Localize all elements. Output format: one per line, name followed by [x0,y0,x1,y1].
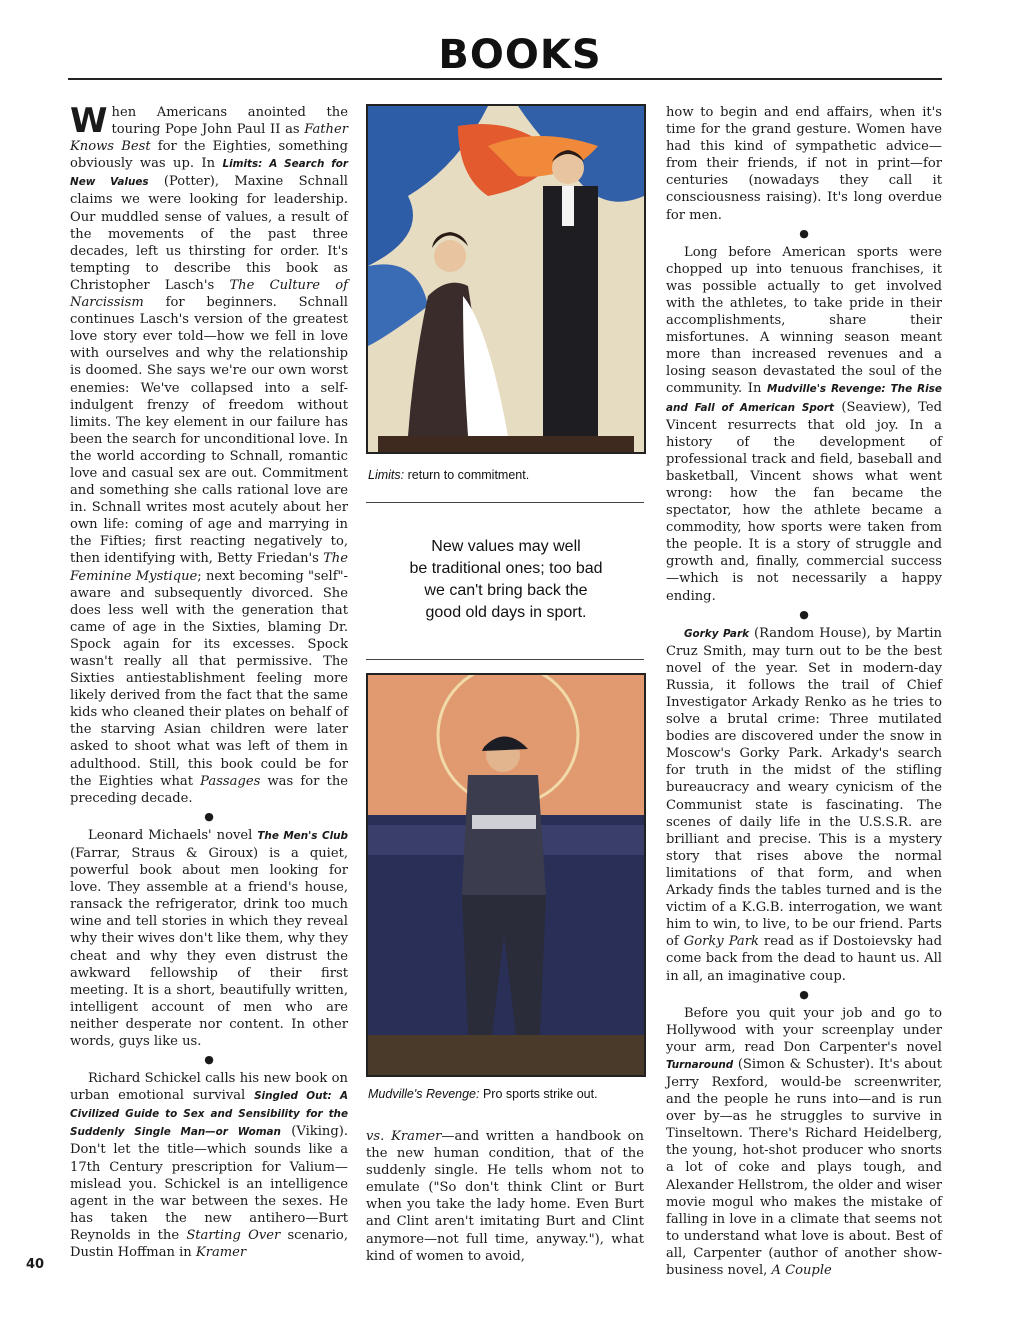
text-run: (Potter), Maxine Schnall claims we were looking for leadership. Our muddled sense of values, a result of the movements of the past three decades, left us thirsting for order. It's tempting to describe this book as Christopher Lasch's [70,174,348,293]
right-column [666,104,942,1279]
book-title-turnaround: Turnaround [666,1058,734,1071]
text-run: (Farrar, Straus & Giroux) is a quiet, powerful book about men looking for love. They assemble at a friend's house, ransack the refrigerator, drink too much wine and tell stories in which they reveal why their wives don't like them, why they cheat and why they even distrust the awkward fellowship of their first meeting. It is a short, beautifully written, intelligent account of men who are neither desperate nor content. In other words, guys like us. [70,845,348,1049]
pullquote-line: we can't bring back the [424,582,588,599]
title-feminine-mystique: The Feminine Mystique [70,551,348,584]
book-title-mens-club: The Men's Club [257,829,348,842]
paragraph-singled-out [70,1070,348,1261]
middle-column [366,1128,644,1265]
section-title: BOOKS [438,32,602,78]
pullquote-line: good old days in sport. [425,604,587,621]
pullquote-rule-bottom [366,659,644,660]
illustration-limits [366,104,646,454]
header-rule [68,78,942,80]
caption-text: return to commitment. [407,468,530,482]
page-number: 40 [26,1257,45,1272]
text-run: scenario, Dustin Hoffman in [70,1227,348,1260]
title-passages: Passages [200,773,261,789]
separator-dot: ● [799,987,809,1001]
pullquote-rule-top [366,502,644,503]
baseball-player-illustration [368,675,644,1075]
pullquote-line: New values may well [431,538,581,555]
drop-cap: W [70,101,108,141]
title-father-knows-best: Father Knows Best [70,122,348,155]
text-run: —and written a handbook on the new human condition, that of the suddenly single. He tells whom not to emulate ("So don't think Clint or Burt when you take the lady home. Even Burt and Clint aren't imitating Burt and Clint anymore—not full time, anyway."), what kind of women to avoid, [366,1129,644,1264]
paragraph-singled-out-continued [366,1128,644,1265]
text-run: Leonard Michaels' novel [88,827,258,843]
text-run: (Random House), by Martin Cruz Smith, may turn out to be the best novel of the year. Set in modern-day Russia, it follows the trail of Chief Investigator Arkady Renko as he tries to solve a brutal crime: Three mutilated bodies are discovered under the snow in Moscow's Gorky Park. Arkady's search for truth in the midst of the stifling bureaucracy and weary cynicism of the Communist state is fascinating. The scenes of daily life in the U.S.S.R. are brilliant and precise. This is a mystery story that rises above the normal limitations of that form, and when Arkady finds the tables turned and is the victim of a K.G.B. interrogation, we want him to win, to live, to be our friend. Parts of [666,625,942,950]
text-run: for the Eighties, something obviously was up. In [70,139,348,172]
title-gorky-park: Gorky Park [683,934,759,950]
paragraph-gorky-park [666,625,942,985]
text-run: for beginners. Schnall continues Lasch's version of the greatest love story ever told—how we fell in love with ourselves and why the relationship is doomed. She says we're our own worst enemies: We've collapsed into a self-indulgent frenzy of freedom without limits. The key element in our failure has been the search for unconditional love. In the world according to Schnall, romantic love and casual sex are out. Commitment and something she calls rational love are in. Schnall writes most acutely about her own life: coming of age and marrying in the Fifties; first reacting negatively to, then identifying with, Betty Friedan's [70,295,348,567]
separator-dot: ● [799,226,809,240]
text-run: Long before American sports were chopped up into tenuous franchises, it was possible actually to get involved with the athletes, to take pride in their accomplishments, share their misfortunes. A winning season meant more than increased revenues and a losing season devastated the soul of the community. In [666,244,942,397]
separator-dot: ● [204,1053,214,1067]
caption-text: Pro sports strike out. [482,1087,598,1101]
paragraph-limits [70,101,348,807]
title-culture-of-narcissism: The Culture of Narcissism [70,277,348,311]
book-title-mudville: Mudville's Revenge: The Rise and Fall of American Sport [666,383,942,414]
caption-limits [368,468,529,482]
left-column [70,101,348,1261]
text-run: (Simon & Schuster). It's about Jerry Rexford, would-be screenwriter, and the people he runs into—and is run over by—as he struggles to survive in Tinseltown. There's Richard Heidelberg, the young, hot-shot producer who snorts a lot of coke and plays tough, and Alexander Hellstrom, the older and wiser movie mogul who makes the mistake of falling in love in a climate that seems not to understand what love is about. Best of all, Carpenter (author of another show-business novel, [666,1056,942,1278]
title-starting-over: Starting Over [186,1227,281,1243]
text-run: read as if Dostoievsky had come back from the dead to haunt us. All in all, an imaginative coup. [666,934,942,984]
separator-dot: ● [204,809,214,823]
caption-mudville [368,1087,598,1101]
text-run: Before you quit your job and go to Hollywood with your screenplay under your arm, read Don Carpenter's novel [666,1005,942,1055]
paragraph-mens-club [70,827,348,1050]
illustration-mudville [366,673,646,1077]
couple-illustration [368,106,644,452]
book-title-limits: Limits: A Search for New Values [70,158,348,189]
title-kramer-vs-kramer: vs. Kramer [366,1129,442,1144]
paragraph-mudville [666,244,942,605]
text-run: was for the preceding decade. [70,773,348,806]
caption-title: Limits: [368,468,405,482]
separator-dot: ● [799,607,809,621]
title-kramer: Kramer [195,1245,247,1260]
text-run: (Seaview), Ted Vincent resurrects that old joy. In a history of the development of professional track and field, baseball and basketball, Vincent shows what went wrong: how the fan became the spectator, how the athlete became a commodity, how sports were taken from the people. It is a story of struggle and growth and, finally, commercial success—which is not necessarily a happy ending. [666,399,942,604]
title-a-couple: A Couple [771,1263,832,1278]
text-run: ; next becoming "self"-aware and subsequently divorced. She does less well with the generation that came of age in the Sixties, blaming Dr. Spock again for its excesses. Spock wasn't really all that permissive. The Sixties antiestablishment feeling more likely derived from the fact that the same kids who cleaned their plates on behalf of the starving Asian children were later asked to shoot what was left of them in adulthood. Still, this book could be for the Eighties what [70,568,348,789]
paragraph-singled-out-end: how to begin and end affairs, when it's time for the grand gesture. Women have had this kind of sympathetic advice—from their friends, if not in print—for centuries (nowadays they call it consciousness raising). It's long overdue for men. [666,105,942,223]
caption-title: Mudville's Revenge: [368,1087,480,1101]
book-title-singled-out: Singled Out: A Civilized Guide to Sex and Sensibility for the Suddenly Single Man—or Woman [70,1090,348,1139]
book-title-gorky-park: Gorky Park [684,627,749,640]
text-run: hen Americans anointed the touring Pope John Paul II as [111,105,348,138]
pullquote [376,536,636,624]
text-run: Richard Schickel calls his new book on urban emotional survival [70,1071,348,1104]
pullquote-line: be traditional ones; too bad [409,560,603,577]
paragraph-turnaround [666,1005,942,1280]
text-run: (Viking). Don't let the title—which sounds like a 17th Century prescription for Valium—mislead you. Schickel is an intelligence agent in the war between the sexes. He has taken the new antihero—Burt Reynolds in the [70,1124,348,1243]
